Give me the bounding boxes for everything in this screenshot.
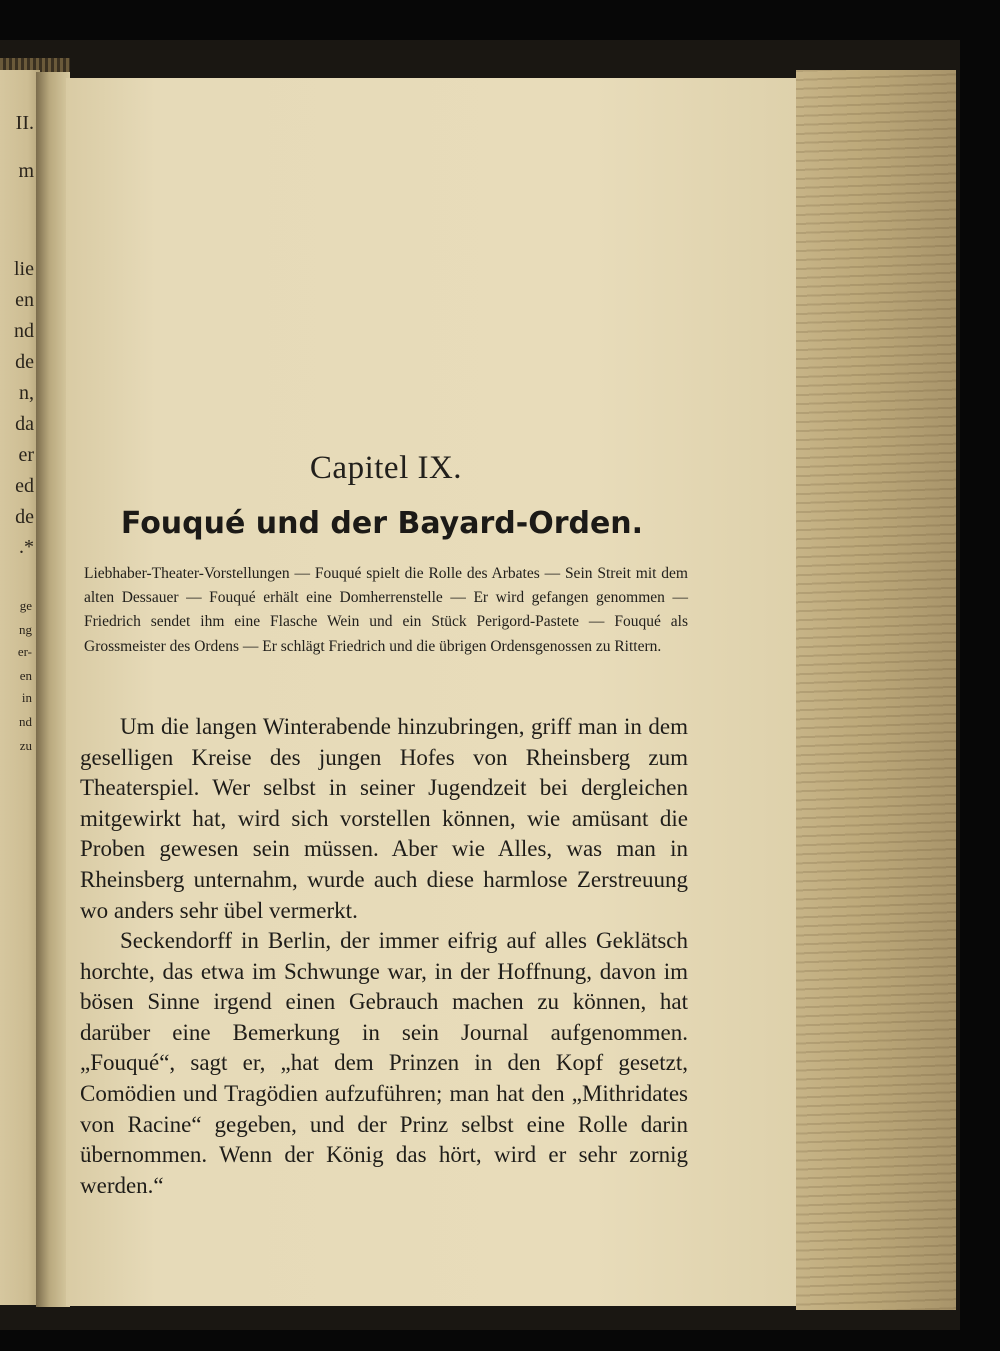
- left-page-fragment: er: [18, 444, 34, 466]
- chapter-summary: Liebhaber-Theater-Vorstellungen — Fouqué spielt die Rolle des Arbates — Sein Streit mit dem alten Dessauer — Fouqué erhält eine Domherrenstelle — Er wird gefangen genommen — Friedrich sendet ihm eine Flasche Wein und ein Stück Perigord-Pastete — Fouqué als Grossmeister des Ordens — Er schlägt Friedrich und die übrigen Ordensgenossen zu Rittern.: [84, 565, 688, 655]
- page-edge: [796, 70, 956, 1310]
- left-page-fragment: de: [15, 351, 34, 373]
- chapter-title: Fouqué und der Bayard-Orden.: [120, 506, 644, 541]
- left-page-fragment: de: [15, 506, 34, 528]
- left-page-fragment: ge: [19, 598, 32, 613]
- left-page-fragment: m: [18, 160, 34, 182]
- left-page-fragment: lie: [14, 258, 34, 280]
- left-page-fragment: nd: [19, 714, 32, 729]
- body-paragraph: Seckendorff in Berlin, der immer eifrig auf alles Geklätsch horchte, das etwa im Schwunge war, in der Hoffnung, davon im bösen Sinne irgend einen Gebrauch machen zu können, hat darüber eine Bemerkung in sein Journal aufgenommen. „Fouqué“, sagt er, „hat dem Prinzen in den Kopf gesetzt, Comödien und Tragödien aufzuführen; man hat den „Mithridates von Racine“ gegeben, und der Prinz selbst eine Rolle darin übernommen. Wenn der König das hört, wird er sehr zornig werden.“: [80, 928, 688, 1198]
- left-page-fragment: in: [21, 690, 32, 705]
- book-gutter: [36, 72, 70, 1307]
- chapter-heading: Capitel IX.: [309, 450, 463, 486]
- left-page-fragment: en: [19, 668, 32, 683]
- left-page-fragment: en: [15, 289, 34, 311]
- left-page-fragment: zu: [19, 738, 32, 753]
- left-page-fragment: da: [15, 413, 34, 435]
- left-page-fragment: II.: [15, 112, 34, 134]
- left-page-fragment: ed: [15, 475, 34, 497]
- body-paragraph: Um die langen Winterabende hinzubringen, griff man in dem geselligen Kreise des jungen Hofes von Rheinsberg zum Theaterspiel. Wer selbst in seiner Jugendzeit bei dergleichen mitgewirkt hat, wird sich vorstellen können, wie amüsant die Proben gewesen sein müssen. Aber wie Alles, was man in Rheinsberg unternahm, wurde auch diese harmlose Zerstreuung wo anders sehr übel vermerkt.: [80, 714, 688, 923]
- left-page-fragment: .*: [19, 536, 34, 558]
- left-page-fragment: nd: [14, 320, 34, 342]
- left-page: [0, 70, 40, 1305]
- left-page-fragment: er-: [17, 644, 32, 659]
- left-page-fragment: n,: [19, 382, 34, 404]
- left-page-fragment: ng: [19, 622, 32, 637]
